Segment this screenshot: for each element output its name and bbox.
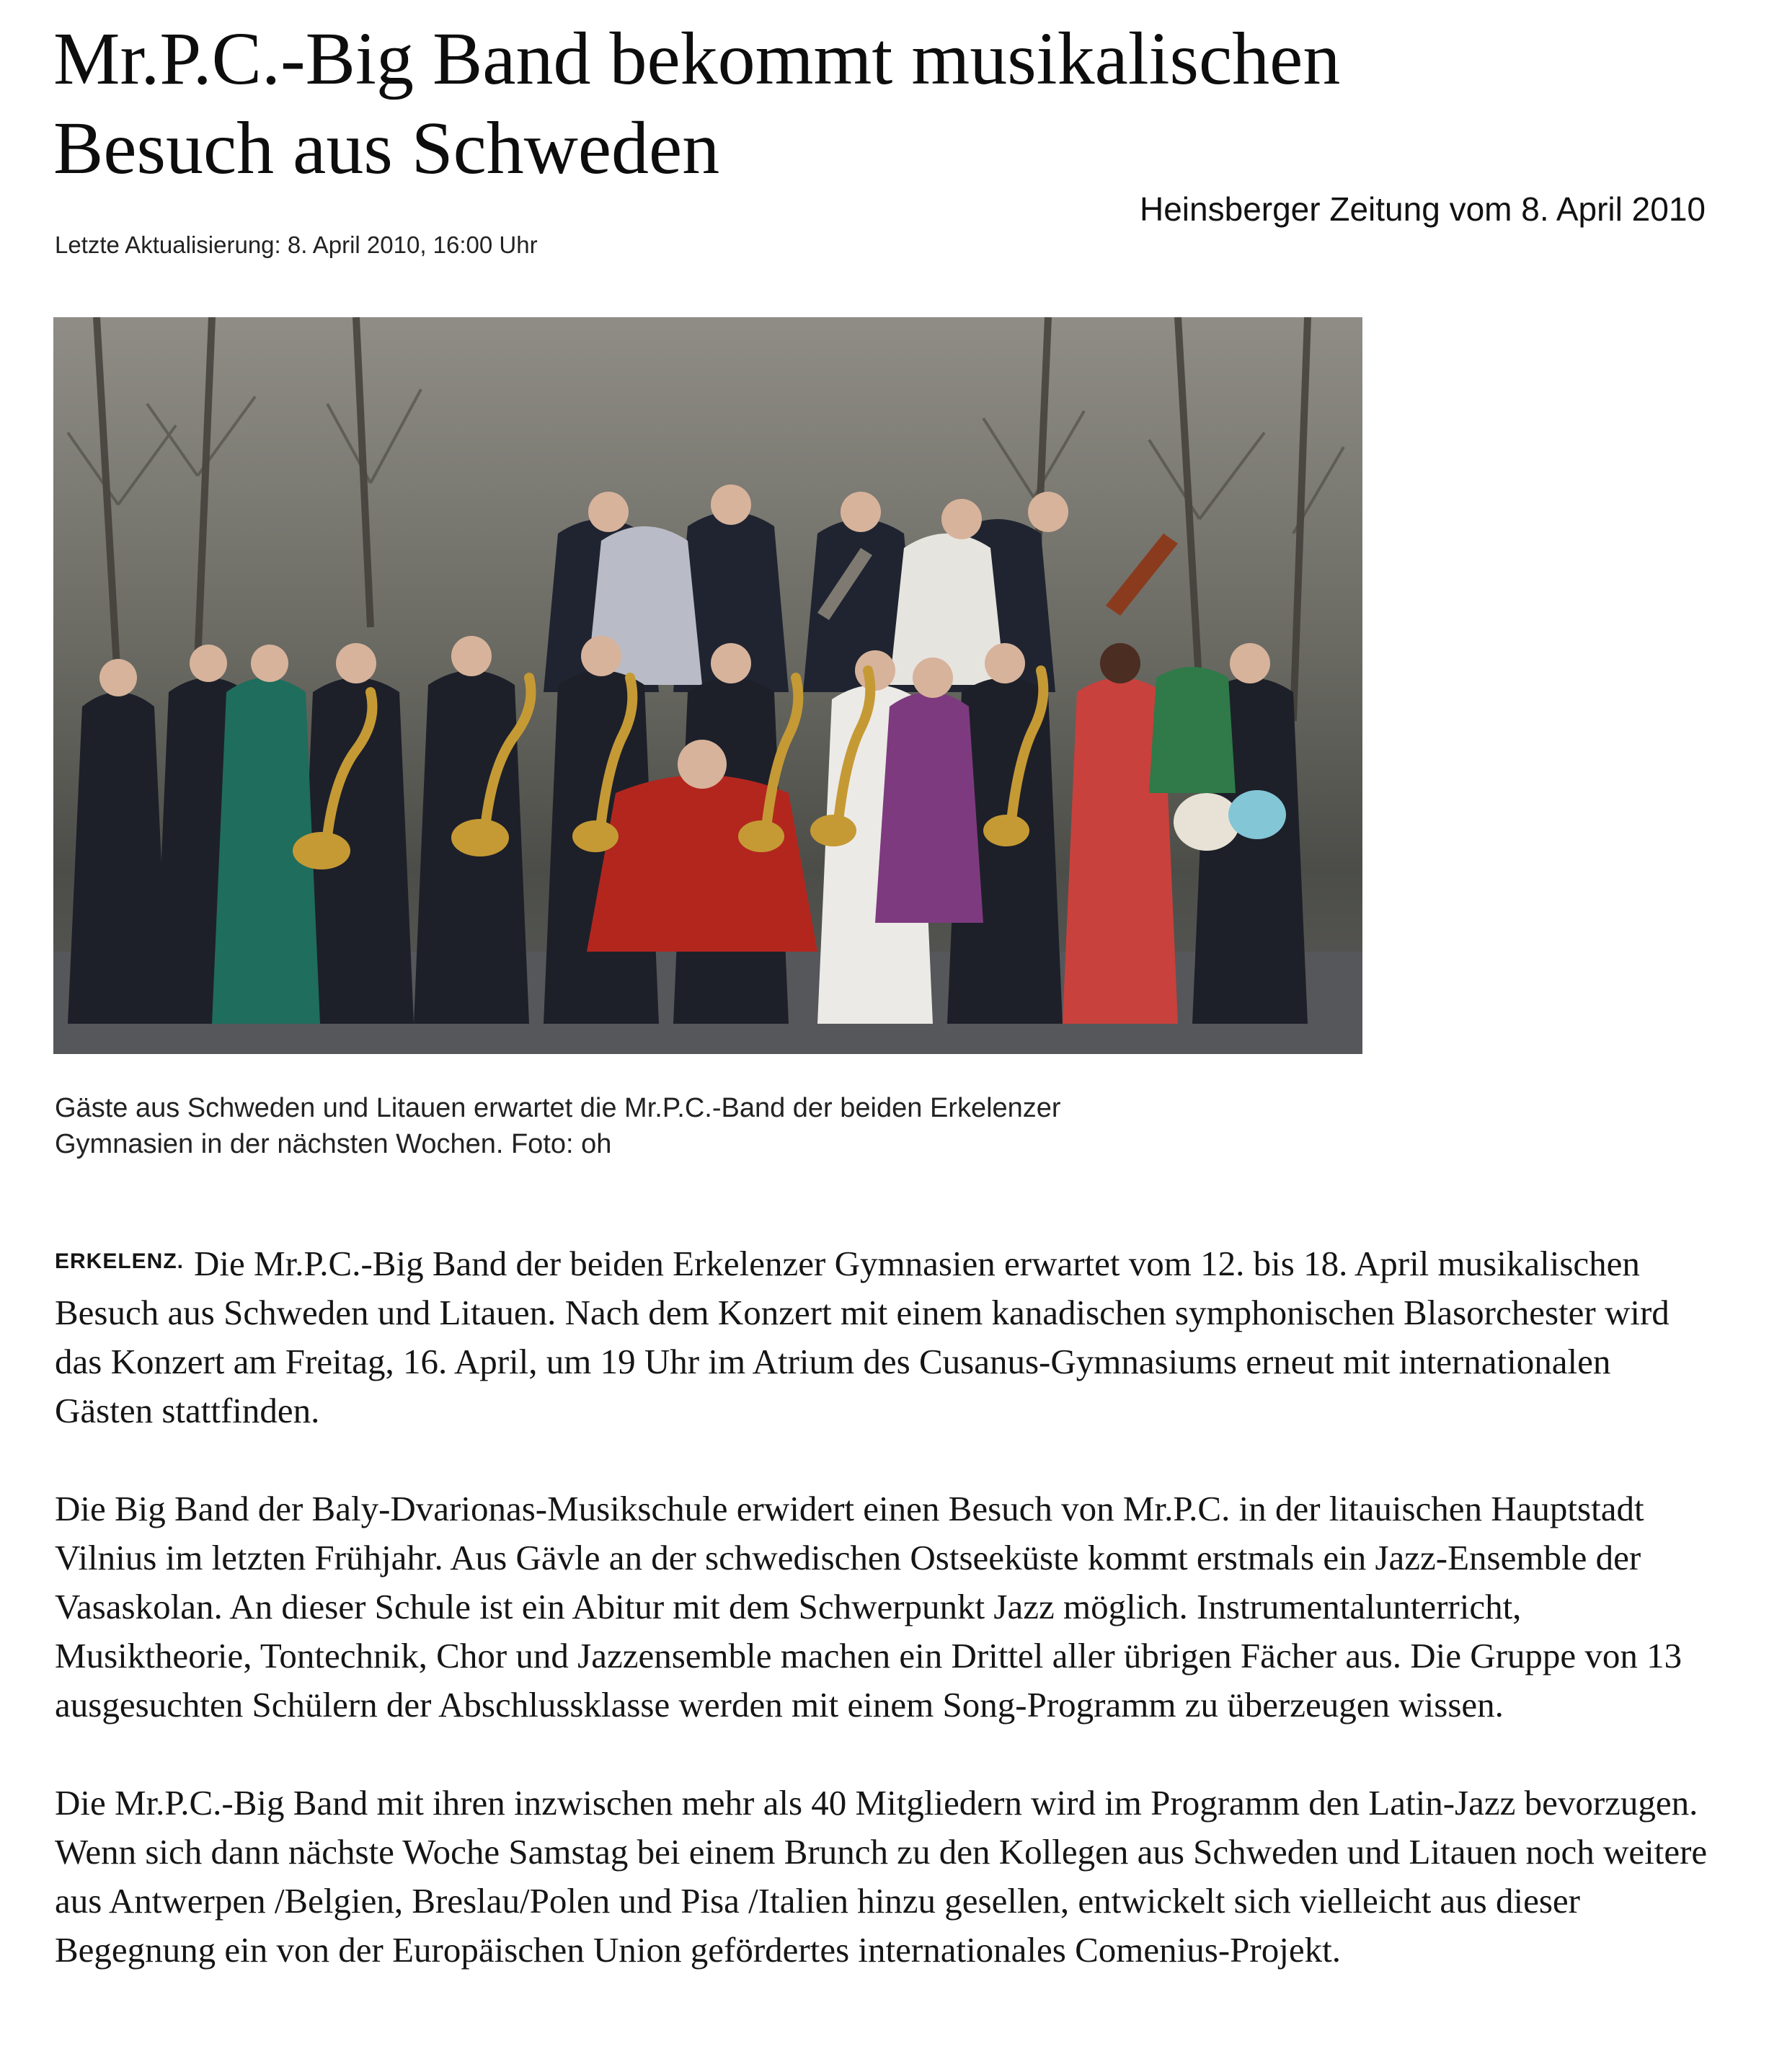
caption-line-1: Gäste aus Schweden und Litauen erwartet die Mr.P.C.-Band der beiden Erkelenzer xyxy=(55,1093,1061,1123)
paragraph-1 xyxy=(55,1237,1713,1435)
paragraph-1-text: Die Mr.P.C.-Big Band der beiden Erkelenzer Gymnasien erwartet vom 12. bis 18. April musikalischen Besuch aus Schweden und Litauen. Nach dem Konzert mit einem kanadischen symphonischen Blasorchester wird das Konzert am Freitag, 16. April, um 19 Uhr im Atrium des Cusanus-Gymnasiums erneut mit internationalen Gästen stattfinden. xyxy=(55,1244,1670,1430)
headline-line-2: Besuch aus Schweden xyxy=(53,107,720,190)
source-note: Heinsberger Zeitung vom 8. April 2010 xyxy=(1140,190,1706,228)
paragraph-3: Die Mr.P.C.-Big Band mit ihren inzwischen mehr als 40 Mitgliedern wird im Programm den Latin-Jazz bevorzugen. Wenn sich dann nächste Woche Samstag bei einem Brunch zu den Kollegen aus Schweden und Litauen noch weitere aus Antwerpen /Belgien, Breslau/Polen und Pisa /Italien hinzu gesellen, entwickelt sich vielleicht aus dieser Begegnung ein von der Europäischen Union gefördertes internationales Comenius-Projekt. xyxy=(55,1783,1708,1970)
headline-line-1: Mr.P.C.-Big Band bekommt musikalischen xyxy=(53,17,1341,100)
article-body xyxy=(55,1237,1713,2024)
dateline: ERKELENZ. xyxy=(55,1249,185,1273)
photo-caption xyxy=(55,1090,1280,1162)
band-photo xyxy=(53,317,1362,1054)
article-headline xyxy=(53,14,1639,193)
last-updated: Letzte Aktualisierung: 8. April 2010, 16:00 Uhr xyxy=(55,231,538,258)
caption-line-2: Gymnasien in der nächsten Wochen. Foto: oh xyxy=(55,1129,612,1159)
group-photo-icon xyxy=(53,317,1362,1054)
paragraph-2: Die Big Band der Baly-Dvarionas-Musikschule erwidert einen Besuch von Mr.P.C. in der litauischen Hauptstadt Vilnius im letzten Frühjahr. Aus Gävle an der schwedischen Ostseeküste kommt erstmals ein Jazz-Ensemble der Vasaskolan. An dieser Schule ist ein Abitur mit dem Schwerpunkt Jazz möglich. Instrumentalunterricht, Musiktheorie, Tontechnik, Chor und Jazzensemble machen ein Drittel aller übrigen Fächer aus. Die Gruppe von 13 ausgesuchten Schülern der Abschlussklasse werden mit einem Song-Programm zu überzeugen wissen. xyxy=(55,1489,1682,1725)
